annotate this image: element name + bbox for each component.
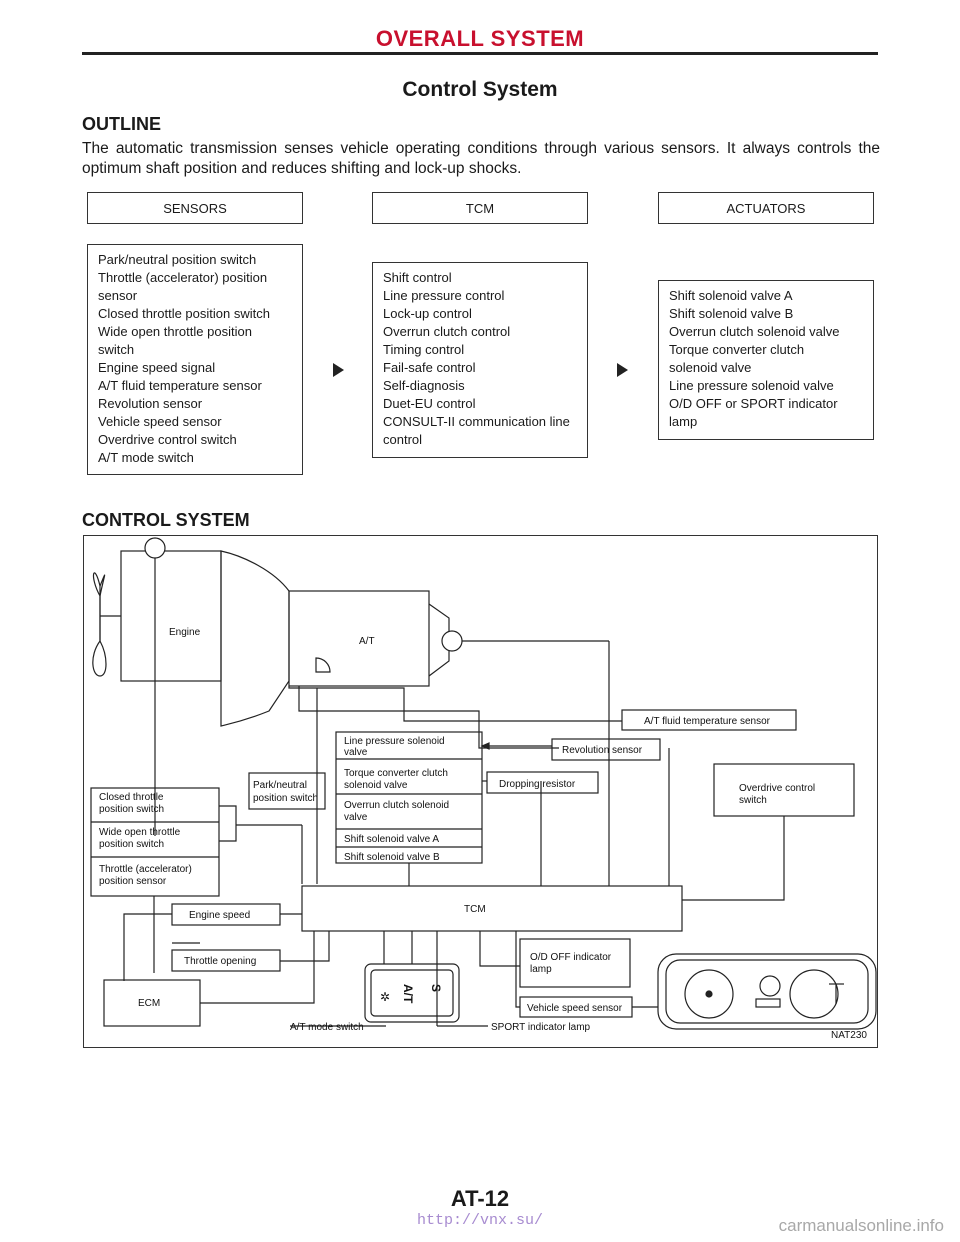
at-label: A/T	[359, 636, 375, 647]
header-divider	[82, 52, 878, 55]
watermark: carmanualsonline.info	[778, 1216, 944, 1235]
page-number: AT-12	[450, 1186, 510, 1211]
list-item: CONSULT-II communication line	[383, 414, 570, 429]
svg-text:✲: ✲	[380, 990, 391, 1004]
svg-text:Wide open throttle: Wide open throttle	[99, 827, 181, 838]
list-item: O/D OFF or SPORT indicator	[669, 396, 838, 411]
svg-text:O/D OFF indicator: O/D OFF indicator	[530, 952, 612, 963]
tcm-list	[372, 262, 588, 458]
figure-code: NAT230	[831, 1030, 867, 1041]
list-item: Shift solenoid valve B	[669, 306, 794, 321]
list-item: Shift control	[383, 270, 452, 285]
list-item: Revolution sensor	[98, 396, 203, 411]
list-item: Fail-safe control	[383, 360, 476, 375]
svg-text:A/T mode switch: A/T mode switch	[290, 1022, 364, 1033]
actuators-list	[658, 280, 874, 440]
list-item: Overrun clutch control	[383, 324, 511, 339]
svg-text:A/T fluid temperature sensor: A/T fluid temperature sensor	[644, 716, 770, 727]
arrow-right-icon	[617, 363, 628, 377]
page-title: Control System	[402, 78, 558, 101]
list-item: Timing control	[383, 342, 465, 357]
svg-text:Throttle (accelerator): Throttle (accelerator)	[99, 864, 192, 875]
svg-text:lamp: lamp	[530, 964, 552, 975]
list-item: Overdrive control switch	[98, 432, 237, 447]
svg-text:Overrun clutch solenoid: Overrun clutch solenoid	[344, 800, 450, 811]
svg-text:TCM: TCM	[464, 904, 486, 915]
svg-text:position switch: position switch	[99, 839, 165, 850]
svg-text:solenoid valve: solenoid valve	[344, 780, 408, 791]
svg-text:Torque converter clutch: Torque converter clutch	[344, 768, 448, 779]
svg-text:Park/neutral: Park/neutral	[253, 780, 307, 791]
list-item: A/T fluid temperature sensor	[98, 378, 262, 393]
tcm-box	[302, 886, 682, 931]
svg-text:ECM: ECM	[138, 998, 161, 1009]
list-item: Park/neutral position switch	[98, 252, 257, 267]
svg-text:position switch: position switch	[253, 793, 319, 804]
list-item: Lock-up control	[383, 306, 472, 321]
svg-text:SPORT indicator lamp: SPORT indicator lamp	[491, 1022, 591, 1033]
list-item: Closed throttle position switch	[98, 306, 270, 321]
list-item: A/T mode switch	[98, 450, 194, 465]
list-item: Wide open throttle position	[98, 324, 252, 339]
list-item: Torque converter clutch	[669, 342, 805, 357]
list-item: Vehicle speed sensor	[98, 414, 222, 429]
svg-text:Engine speed: Engine speed	[189, 910, 251, 921]
actuators-header: ACTUATORS	[658, 192, 874, 224]
svg-text:Shift solenoid valve A: Shift solenoid valve A	[344, 834, 440, 845]
svg-text:Throttle opening: Throttle opening	[184, 956, 257, 967]
svg-text:Overdrive control: Overdrive control	[739, 783, 816, 794]
outline-heading: OUTLINE	[82, 114, 161, 134]
control-system-diagram	[83, 535, 878, 1048]
list-item: Duet-EU control	[383, 396, 476, 411]
control-system-heading: CONTROL SYSTEM	[82, 510, 250, 530]
sensors-list	[87, 244, 303, 475]
outline-text: The automatic transmission senses vehicle operating conditions through various sensors. It always controls the optimum shaft position and reduces shifting and lock-up shocks.	[82, 140, 880, 177]
section-title: OVERALL SYSTEM	[375, 26, 585, 51]
list-item: solenoid valve	[669, 360, 752, 375]
list-item: sensor	[98, 288, 138, 303]
list-item: Self-diagnosis	[383, 378, 465, 393]
svg-text:Shift solenoid valve B: Shift solenoid valve B	[344, 852, 440, 863]
svg-text:valve: valve	[344, 812, 368, 823]
svg-text:A/T: A/T	[401, 984, 415, 1004]
engine-block	[121, 551, 221, 681]
instrument-cluster-icon	[658, 954, 876, 1029]
list-item: lamp	[669, 414, 698, 429]
svg-text:Line pressure solenoid: Line pressure solenoid	[344, 736, 445, 747]
od-off-lamp-box	[520, 939, 630, 987]
list-item: Overrun clutch solenoid valve	[669, 324, 840, 339]
svg-text:Revolution sensor: Revolution sensor	[562, 745, 643, 756]
list-item: control	[383, 432, 423, 447]
svg-text:Dropping resistor: Dropping resistor	[499, 779, 576, 790]
list-item: switch	[98, 342, 135, 357]
svg-text:S: S	[429, 984, 443, 993]
arrow-right-icon	[333, 363, 344, 377]
list-item: Engine speed signal	[98, 360, 216, 375]
list-item: Shift solenoid valve A	[669, 288, 793, 303]
svg-text:switch: switch	[739, 795, 767, 806]
sensors-header: SENSORS	[87, 192, 303, 224]
list-item: Throttle (accelerator) position	[98, 270, 268, 285]
source-link[interactable]: http://vnx.su/	[416, 1212, 544, 1229]
tcm-header: TCM	[372, 192, 588, 224]
engine-label: Engine	[169, 627, 201, 638]
svg-text:valve: valve	[344, 747, 368, 758]
svg-text:position sensor: position sensor	[99, 876, 167, 887]
svg-text:position switch: position switch	[99, 804, 165, 815]
list-item: Line pressure solenoid valve	[669, 378, 834, 393]
svg-text:Closed throttle: Closed throttle	[99, 792, 164, 803]
list-item: Line pressure control	[383, 288, 505, 303]
svg-text:Vehicle speed sensor: Vehicle speed sensor	[527, 1003, 623, 1014]
